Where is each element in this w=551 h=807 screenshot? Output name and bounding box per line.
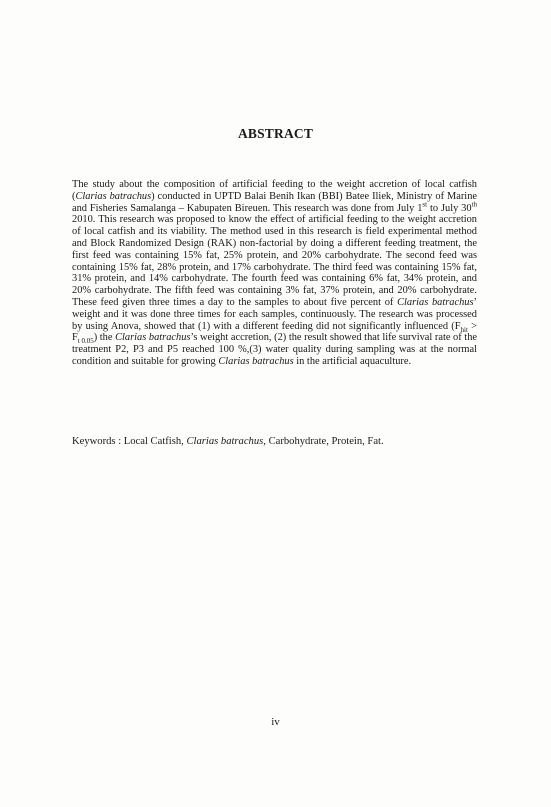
- species-name: Clarias batrachus: [75, 190, 152, 202]
- species-name: Clarias batrachus: [115, 332, 191, 344]
- abstract-title: ABSTRACT: [237, 126, 314, 141]
- abstract-text: ’s weight accretion, (2) the result showed that life survival rate of the treatment P2, P3 and P5 reached 100 %,(3) water quality during sampling was at the normal condition and suitable for growing: [72, 332, 478, 367]
- species-name: Clarias batrachus: [397, 296, 474, 308]
- ordinal-suffix: th: [471, 200, 478, 209]
- abstract-text: > F: [72, 320, 477, 344]
- subscript: hit: [460, 325, 468, 334]
- abstract-text: 2010. This research was proposed to know the effect of artificial feeding to the weight accretion of local catfish and its viability. The method used in this research is field experimental method and Block Randomized Design (RAK) non-factorial by doing a different feeding treatment, the first feed was containing 15% fat, 25% protein, and 20% carbohydrate. The second feed was containing 15% fat, 28% protein, and 17% carbohydrate. The third feed was containing 15% fat, 31% protein, and 14% carbohydrate. The fourth feed was containing 6% fat, 34% protein, and 20% carbohydrate. The fifth feed was containing 3% fat, 37% protein, and 20% carbohydrate. These feed given three times a day to the samples to about five percent of: [72, 214, 477, 308]
- abstract-text: ’ weight and it was done three times for each samples, continuously. The research was processed by using Anova, showed that (1) with a different feeding did not significantly influenced (F: [72, 296, 477, 332]
- abstract-body: [72, 179, 477, 368]
- species-name: Clarias batrachus: [218, 355, 294, 367]
- keywords-rest: , Carbohydrate, Protein, Fat.: [263, 436, 384, 447]
- page-number: iv: [271, 716, 280, 728]
- ordinal-suffix: st: [422, 200, 428, 209]
- abstract-text: ) conducted in UPTD Balai Benih Ikan (BBI) Batee Iliek, Ministry of Marine and Fisheries Samalanga – Kabupaten Bireuen. This research was done from July 1: [72, 190, 477, 214]
- abstract-paragraph: [72, 179, 477, 368]
- abstract-text: in the artificial aquaculture.: [293, 355, 412, 367]
- abstract-text: ) the: [93, 332, 116, 344]
- species-name: Clarias batrachus: [186, 436, 264, 447]
- keywords-line: [72, 436, 482, 448]
- abstract-text: to July 30: [427, 202, 472, 214]
- keywords-label: Keywords : Local Catfish,: [72, 436, 187, 447]
- abstract-text: The study about the composition of artificial feeding to the weight accretion of local catfish (: [72, 179, 477, 202]
- subscript: t 0.05: [77, 337, 94, 346]
